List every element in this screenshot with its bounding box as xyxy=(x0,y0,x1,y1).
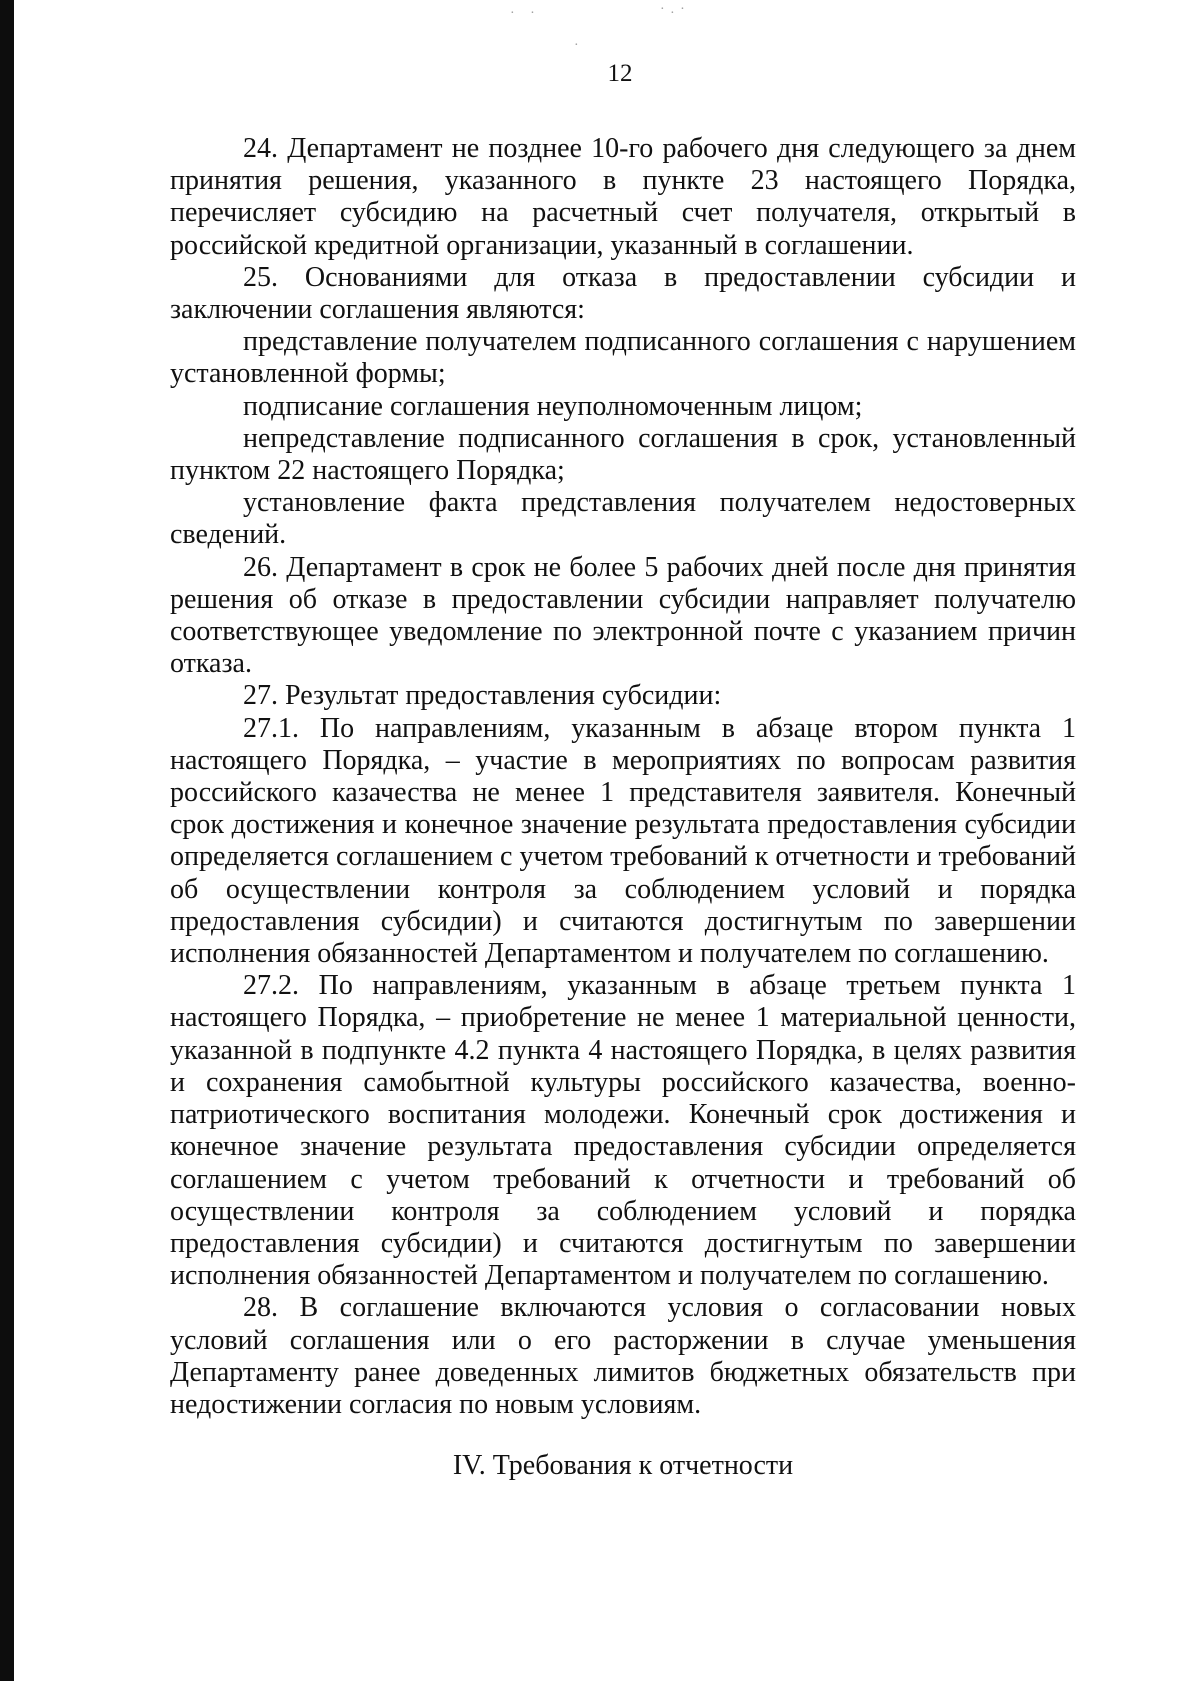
document-body xyxy=(170,133,1076,1482)
paragraph-27: 27. Результат предоставления субсидии: xyxy=(243,680,722,712)
paragraph-25-item-2: подписание соглашения неуполномоченным лицом; xyxy=(243,390,863,422)
paragraph-25-item-4: установление факта представления получателем недостоверных сведений. xyxy=(170,487,1076,551)
paragraph-26: 26. Департамент в срок не более 5 рабочих дней после дня принятия решения об отказе в предоставлении субсидии направляет получателю соответствующее уведомление по электронной почте с указанием причин отказа. xyxy=(170,551,1076,680)
paragraph-25-item-3: непредставление подписанного соглашения в срок, установленный пунктом 22 настоящего Порядка; xyxy=(170,422,1076,487)
scan-artifact: · xyxy=(574,38,585,53)
scan-artifact: · · xyxy=(510,6,541,21)
page-number: 12 xyxy=(607,60,633,87)
paragraph-27-1: 27.1. По направлениям, указанным в абзаце втором пункта 1 настоящего Порядка, – участие в мероприятиях по вопросам развития российского казачества не менее 1 представителя заявителя. Конечный срок достижения и конечное значение результата предоставления субсидии определяется соглашением с учетом требований к отчетности и требований об осуществлении контроля за соблюдением условий и порядка предоставления субсидии) и считаются достигнутым по завершении исполнения обязанностей Департаментом и получателем по соглашению. xyxy=(170,712,1076,970)
scan-artifact: ·.· xyxy=(660,2,691,17)
paragraph-28: 28. В соглашение включаются условия о согласовании новых условий соглашения или о его расторжении в случае уменьшения Департаменту ранее доведенных лимитов бюджетных обязательств при недостижении согласия по новым условиям. xyxy=(170,1292,1076,1420)
section-heading: IV. Требования к отчетности xyxy=(452,1450,794,1482)
paragraph-25: 25. Основаниями для отказа в предоставлении субсидии и заключении соглашения являются: xyxy=(170,261,1076,326)
scan-border xyxy=(0,0,14,1681)
paragraph-24: 24. Департамент не позднее 10-го рабочего дня следующего за днем принятия решения, указанного в пункте 23 настоящего Порядка, перечисляет субсидию на расчетный счет получателя, открытый в российской кредитной организации, указанный в соглашении. xyxy=(170,133,1076,261)
paragraph-27-2: 27.2. По направлениям, указанным в абзаце третьем пункта 1 настоящего Порядка, – приобретение не менее 1 материальной ценности, указанной в подпункте 4.2 пункта 4 настоящего Порядка, в целях развития и сохранения самобытной культуры российского казачества, военно-патриотического воспитания молодежи. Конечный срок достижения и конечное значение результата предоставления субсидии определяется соглашением с учетом требований к отчетности и требований об осуществлении контроля за соблюдением условий и порядка предоставления субсидии) и считаются достигнутым по завершении исполнения обязанностей Департаментом и получателем по соглашению. xyxy=(170,970,1076,1292)
paragraph-25-item-1: представление получателем подписанного соглашения с нарушением установленной формы; xyxy=(170,326,1076,390)
